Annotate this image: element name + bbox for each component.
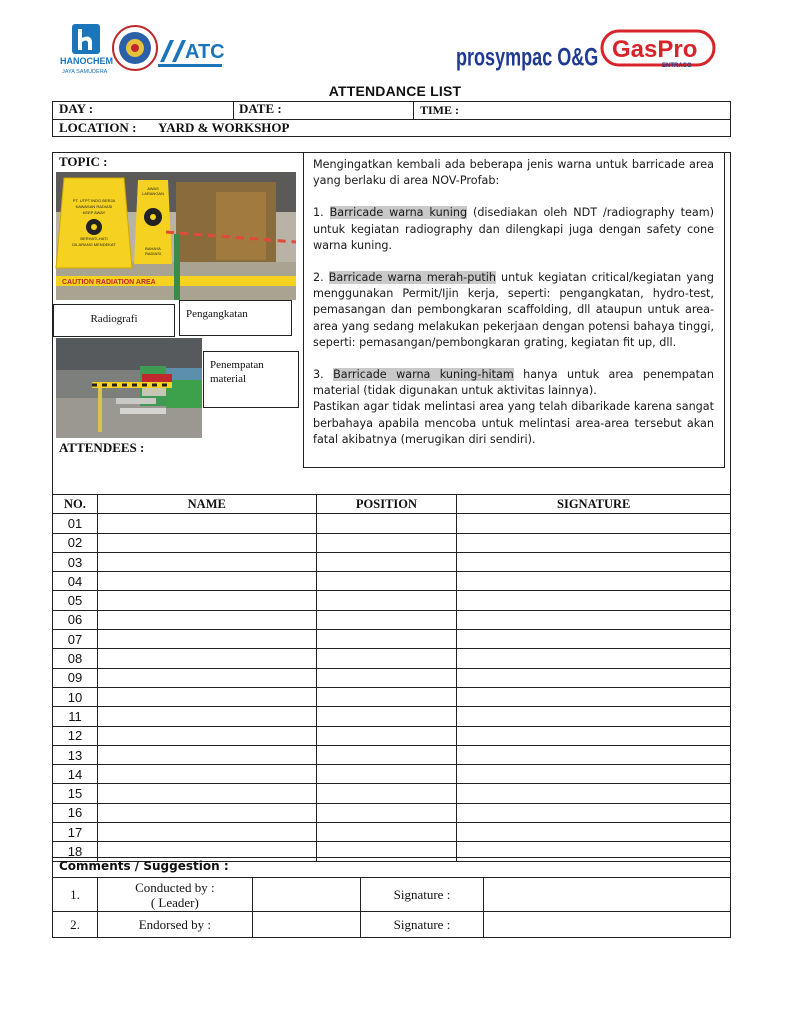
header-signature: SIGNATURE: [457, 495, 731, 514]
signature-cell[interactable]: [457, 610, 731, 629]
table-row: [53, 707, 731, 726]
row-number: 09: [53, 668, 98, 687]
signature-cell[interactable]: [457, 687, 731, 706]
header-name: NAME: [97, 495, 316, 514]
position-cell[interactable]: [316, 765, 457, 784]
table-row: [53, 687, 731, 706]
seal-logo-icon: [113, 26, 157, 70]
signature-cell[interactable]: [457, 514, 731, 533]
signature-cell[interactable]: [457, 803, 731, 822]
svg-text:BAHAYA: BAHAYA: [145, 246, 161, 251]
table-row: [53, 668, 731, 687]
row-number: 15: [53, 784, 98, 803]
signature-cell[interactable]: [457, 591, 731, 610]
name-cell[interactable]: [97, 591, 316, 610]
table-row: [53, 610, 731, 629]
signoff-signature-field[interactable]: [484, 912, 731, 938]
location-label: LOCATION :: [59, 120, 137, 135]
position-cell[interactable]: [316, 533, 457, 552]
name-cell[interactable]: [97, 630, 316, 649]
signoff-no: 1.: [53, 878, 98, 912]
position-cell[interactable]: [316, 649, 457, 668]
row-number: 14: [53, 765, 98, 784]
signoff-signature-label: Signature :: [360, 878, 484, 912]
signature-cell[interactable]: [457, 745, 731, 764]
highlight-red-white-barricade: Barricade warna merah-putih: [328, 271, 496, 285]
signoff-name-field[interactable]: [252, 878, 360, 912]
table-row: [53, 649, 731, 668]
name-cell[interactable]: [97, 668, 316, 687]
svg-text:ATC: ATC: [185, 41, 225, 63]
day-label: DAY :: [59, 101, 94, 116]
name-cell[interactable]: [97, 803, 316, 822]
signoff-row: [53, 912, 731, 938]
highlight-yellow-black-barricade: Barricade warna kuning-hitam: [333, 368, 514, 382]
position-cell[interactable]: [316, 552, 457, 571]
table-header-row: [53, 495, 731, 514]
row-number: 11: [53, 707, 98, 726]
signoff-role: Endorsed by :: [97, 912, 252, 938]
signature-cell[interactable]: [457, 765, 731, 784]
table-row: [53, 765, 731, 784]
gaspro-logo: [600, 28, 718, 70]
signoff-role: Conducted by : ( Leader): [97, 878, 252, 912]
svg-text:PT. UTPT INDO BERJA: PT. UTPT INDO BERJA: [72, 198, 116, 203]
topic-item-1: 1. Barricade warna kuning (disediakan oleh NDT /radiography team) untuk kegiatan radiography dan dilengkapi juga dengan safety cone warna kuning.: [313, 206, 714, 252]
signature-cell[interactable]: [457, 668, 731, 687]
position-cell[interactable]: [316, 803, 457, 822]
radiation-icon: [86, 219, 102, 235]
signature-cell[interactable]: [457, 784, 731, 803]
position-cell[interactable]: [316, 514, 457, 533]
radiography-photo: [56, 172, 296, 300]
position-cell[interactable]: [316, 707, 457, 726]
prosympac-logo: [456, 30, 599, 74]
gaspro-text: GasPro: [612, 36, 698, 63]
time-label: TIME :: [420, 103, 459, 117]
caption-penempatan: Penempatan material: [203, 351, 299, 408]
hanochem-text: HANOCHEM: [60, 56, 113, 66]
signature-cell[interactable]: [457, 726, 731, 745]
table-row: [53, 784, 731, 803]
row-number: 02: [53, 533, 98, 552]
row-number: 06: [53, 610, 98, 629]
table-row: [53, 514, 731, 533]
header-no: NO.: [53, 495, 98, 514]
prosympac-text: prosympac O&G: [456, 42, 599, 72]
position-cell[interactable]: [316, 610, 457, 629]
name-cell[interactable]: [97, 533, 316, 552]
svg-text:BERHATI-HATI: BERHATI-HATI: [80, 236, 108, 241]
svg-text:LARANGAN: LARANGAN: [141, 191, 165, 196]
signoff-no: 2.: [53, 912, 98, 938]
signature-cell[interactable]: [457, 630, 731, 649]
signoff-name-field[interactable]: [252, 912, 360, 938]
topic-intro: Mengingatkan kembali ada beberapa jenis warna untuk barricade area yang berlaku di area NOV-Profab:: [313, 158, 714, 188]
row-number: 07: [53, 630, 98, 649]
svg-text:CAUTION RADIATION AREA: CAUTION RADIATION AREA: [62, 279, 156, 286]
signature-cell[interactable]: [457, 533, 731, 552]
comments-label: Comments / Suggestion :: [59, 859, 229, 873]
topic-closing: Pastikan agar tidak melintasi area yang telah dibarikade karena sangat berbahaya apabila mencoba untuk melintasi area-area tersebut akan fatal akibatnya (merugikan diri sendiri).: [313, 400, 714, 446]
position-cell[interactable]: [316, 823, 457, 842]
position-cell[interactable]: [316, 668, 457, 687]
signoff-table: [52, 877, 731, 938]
header-position: POSITION: [316, 495, 457, 514]
attendance-table: [52, 494, 731, 862]
row-number: 10: [53, 687, 98, 706]
signoff-signature-field[interactable]: [484, 878, 731, 912]
row-number: 03: [53, 552, 98, 571]
svg-text:AWAS: AWAS: [147, 186, 159, 191]
row-number: 04: [53, 572, 98, 591]
table-row: [53, 591, 731, 610]
location-value: YARD & WORKSHOP: [158, 120, 290, 135]
table-row: [53, 552, 731, 571]
name-cell[interactable]: [97, 745, 316, 764]
material-placement-photo: [56, 338, 202, 438]
name-cell[interactable]: [97, 765, 316, 784]
position-cell[interactable]: [316, 687, 457, 706]
topic-label: TOPIC :: [59, 154, 108, 169]
table-row: [53, 630, 731, 649]
table-row: [53, 726, 731, 745]
position-cell[interactable]: [316, 572, 457, 591]
row-number: 08: [53, 649, 98, 668]
signature-cell[interactable]: [457, 707, 731, 726]
table-row: [53, 572, 731, 591]
caption-radiografi: Radiografi: [53, 304, 175, 337]
caption-pengangkatan: Pengangkatan: [179, 300, 292, 336]
position-cell[interactable]: [316, 784, 457, 803]
position-cell[interactable]: [316, 726, 457, 745]
svg-text:KEEP AWAY: KEEP AWAY: [82, 210, 106, 215]
radiation-icon: [144, 208, 162, 226]
row-number: 17: [53, 823, 98, 842]
name-cell[interactable]: [97, 649, 316, 668]
name-cell[interactable]: [97, 726, 316, 745]
row-number: 16: [53, 803, 98, 822]
table-row: [53, 803, 731, 822]
svg-text:DILARANG MENDEKAT: DILARANG MENDEKAT: [72, 242, 116, 247]
name-cell[interactable]: [97, 572, 316, 591]
name-cell[interactable]: [97, 687, 316, 706]
row-number: 05: [53, 591, 98, 610]
position-cell[interactable]: [316, 745, 457, 764]
gaspro-subtext: ENTRACO: [662, 63, 692, 69]
signature-cell[interactable]: [457, 552, 731, 571]
position-cell[interactable]: [316, 591, 457, 610]
position-cell[interactable]: [316, 630, 457, 649]
row-number: 18: [53, 842, 98, 861]
signoff-row: [53, 878, 731, 912]
svg-text:KAWASAN RADIASI: KAWASAN RADIASI: [75, 204, 113, 209]
row-number: 13: [53, 745, 98, 764]
atc-logo-icon: [158, 40, 225, 67]
name-cell[interactable]: [97, 514, 316, 533]
attendees-label: ATTENDEES :: [59, 440, 145, 455]
table-row: [53, 745, 731, 764]
company-logos-left: [58, 22, 224, 76]
table-row: [53, 823, 731, 842]
name-cell[interactable]: [97, 707, 316, 726]
table-row: [53, 533, 731, 552]
topic-item-3: 3. Barricade warna kuning-hitam hanya untuk area penempatan material (tidak digunakan untuk aktivitas lainnya).: [313, 368, 714, 398]
name-cell[interactable]: [97, 552, 316, 571]
row-number: 01: [53, 514, 98, 533]
topic-item-2: 2. Barricade warna merah-putih untuk kegiatan critical/kegiatan yang menggunakan Permit/Ijin kerja, seperti: pengangkatan, hydro-test, pemasangan dan pembongkaran scaffolding, dll ataupun untuk area-area yang sedang melakukan pekerjaan dengan potensi bahaya tinggi, seperti: pemasangan/pembongkaran grating, kegiatan fit up, dll.: [313, 271, 714, 349]
highlight-yellow-barricade: Barricade warna kuning: [329, 206, 468, 220]
topic-description: [303, 152, 725, 468]
name-cell[interactable]: [97, 610, 316, 629]
signature-cell[interactable]: [457, 649, 731, 668]
name-cell[interactable]: [97, 784, 316, 803]
page-title: ATTENDANCE LIST: [328, 83, 462, 99]
row-number: 12: [53, 726, 98, 745]
signature-cell[interactable]: [457, 572, 731, 591]
name-cell[interactable]: [97, 823, 316, 842]
date-label: DATE :: [239, 101, 282, 116]
signature-cell[interactable]: [457, 823, 731, 842]
svg-text:RADIASI: RADIASI: [144, 251, 162, 256]
hanochem-subtext: JAYA SAMUDERA: [62, 69, 108, 75]
signoff-signature-label: Signature :: [360, 912, 484, 938]
